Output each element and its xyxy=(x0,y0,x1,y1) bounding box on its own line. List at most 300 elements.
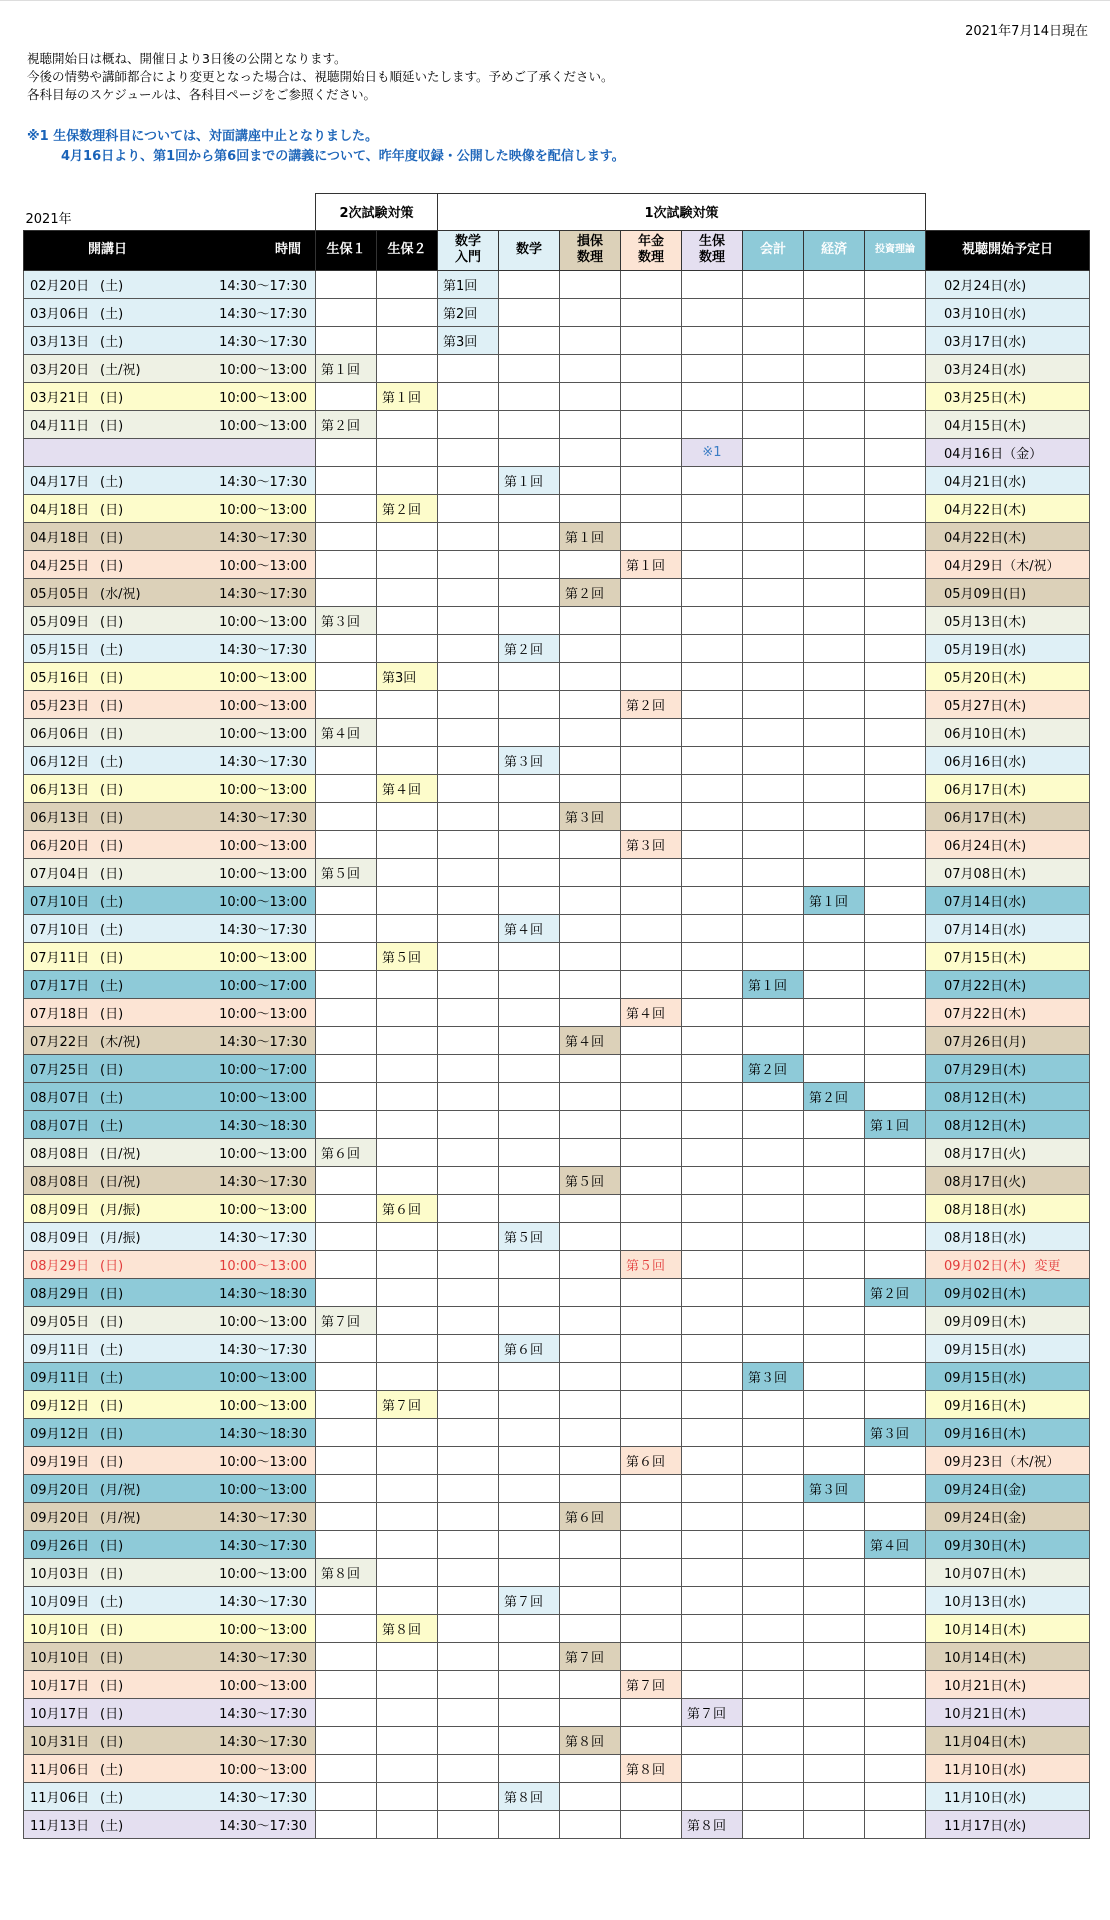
empty-cell xyxy=(377,1362,438,1390)
session-cell: 第２回 xyxy=(377,494,438,522)
empty-cell xyxy=(621,438,682,466)
empty-cell xyxy=(560,634,621,662)
empty-cell xyxy=(865,606,926,634)
lecture-weekday: (日) xyxy=(100,418,124,434)
lecture-time: 14:30〜17:30 xyxy=(219,530,307,546)
view-start-value: 11月10日(水) xyxy=(944,1790,1027,1806)
empty-cell xyxy=(743,1474,804,1502)
empty-cell xyxy=(499,1642,560,1670)
empty-cell xyxy=(682,858,743,886)
empty-cell xyxy=(560,1698,621,1726)
empty-cell xyxy=(621,1614,682,1642)
table-row xyxy=(24,942,1090,970)
lecture-date-time xyxy=(24,1530,316,1558)
view-start-value: 08月12日(木) xyxy=(944,1090,1027,1106)
view-start-date xyxy=(926,382,1090,410)
view-start-date xyxy=(926,1502,1090,1530)
empty-cell xyxy=(560,1194,621,1222)
empty-cell xyxy=(377,970,438,998)
empty-cell xyxy=(682,1726,743,1754)
session-cell: 第７回 xyxy=(377,1390,438,1418)
view-start-date xyxy=(926,1726,1090,1754)
empty-cell xyxy=(804,1642,865,1670)
lecture-date: 08月08日 xyxy=(30,1146,90,1162)
lecture-date: 05月09日 xyxy=(30,614,90,630)
lecture-date-time xyxy=(24,1558,316,1586)
lecture-time: 14:30〜17:30 xyxy=(219,1174,307,1190)
empty-cell xyxy=(743,410,804,438)
empty-cell xyxy=(499,522,560,550)
empty-cell xyxy=(499,1614,560,1642)
empty-cell xyxy=(438,1586,499,1614)
view-start-value: 06月17日(木) xyxy=(944,810,1027,826)
lecture-date: 06月12日 xyxy=(30,754,90,770)
empty-cell xyxy=(621,914,682,942)
view-start-date xyxy=(926,1558,1090,1586)
lecture-weekday: (月/振) xyxy=(100,1202,141,1218)
table-row xyxy=(24,1726,1090,1754)
empty-cell xyxy=(377,1250,438,1278)
empty-cell xyxy=(743,1026,804,1054)
empty-cell xyxy=(804,662,865,690)
lecture-time: 10:00〜13:00 xyxy=(219,418,307,434)
note-line: 今後の情勢や講師都合により変更となった場合は、視聴開始日も順延いたします。予めご了承ください。 xyxy=(27,69,614,84)
lecture-time: 10:00〜13:00 xyxy=(219,698,307,714)
table-row xyxy=(24,326,1090,354)
view-start-date xyxy=(926,662,1090,690)
view-start-value: 11月10日(水) xyxy=(944,1762,1027,1778)
empty-cell xyxy=(438,1698,499,1726)
lecture-time: 10:00〜13:00 xyxy=(219,1762,307,1778)
view-start-value: 06月17日(木) xyxy=(944,782,1027,798)
empty-cell xyxy=(621,1642,682,1670)
header-view-start: 視聴開始予定日 xyxy=(926,230,1090,270)
empty-cell xyxy=(743,1782,804,1810)
empty-cell xyxy=(804,1726,865,1754)
lecture-date-time xyxy=(24,1026,316,1054)
empty-cell xyxy=(377,606,438,634)
group-first-exam: 1次試験対策 xyxy=(438,194,926,231)
empty-cell xyxy=(621,522,682,550)
table-row xyxy=(24,634,1090,662)
lecture-date-time xyxy=(24,830,316,858)
empty-cell xyxy=(682,522,743,550)
empty-cell xyxy=(438,1418,499,1446)
empty-cell xyxy=(865,410,926,438)
lecture-date: 07月18日 xyxy=(30,1006,90,1022)
lecture-date: 10月17日 xyxy=(30,1706,90,1722)
lecture-date-time xyxy=(24,1222,316,1250)
session-cell: 第３回 xyxy=(621,830,682,858)
session-cell: 第７回 xyxy=(621,1670,682,1698)
empty-cell xyxy=(377,1586,438,1614)
view-start-value: 09月15日(水) xyxy=(944,1342,1027,1358)
lecture-time: 10:00〜13:00 xyxy=(219,894,307,910)
empty-cell xyxy=(621,382,682,410)
empty-cell xyxy=(682,998,743,1026)
table-row xyxy=(24,1278,1090,1306)
empty-cell xyxy=(804,858,865,886)
view-start-date xyxy=(926,1474,1090,1502)
view-start-date xyxy=(926,1222,1090,1250)
empty-cell xyxy=(499,410,560,438)
lecture-time: 10:00〜13:00 xyxy=(219,1090,307,1106)
empty-cell xyxy=(316,1754,377,1782)
empty-cell xyxy=(316,494,377,522)
empty-cell xyxy=(316,1530,377,1558)
session-cell: 第６回 xyxy=(377,1194,438,1222)
session-cell: 第８回 xyxy=(682,1810,743,1838)
view-start-value: 09月30日(木) xyxy=(944,1538,1027,1554)
empty-cell xyxy=(682,942,743,970)
empty-cell xyxy=(499,1166,560,1194)
lecture-date: 08月29日 xyxy=(30,1286,90,1302)
view-start-date xyxy=(926,298,1090,326)
lecture-date: 03月13日 xyxy=(30,334,90,350)
lecture-date: 10月10日 xyxy=(30,1622,90,1638)
empty-cell xyxy=(804,1782,865,1810)
view-start-date xyxy=(926,1586,1090,1614)
table-row xyxy=(24,746,1090,774)
empty-cell xyxy=(804,466,865,494)
view-start-date xyxy=(926,1306,1090,1334)
empty-cell xyxy=(743,718,804,746)
empty-cell xyxy=(743,942,804,970)
view-start-date xyxy=(926,914,1090,942)
session-cell: 第２回 xyxy=(316,410,377,438)
empty-cell xyxy=(438,662,499,690)
notes xyxy=(27,50,614,104)
empty-cell xyxy=(865,1502,926,1530)
empty-cell xyxy=(499,998,560,1026)
empty-cell xyxy=(499,690,560,718)
empty-cell xyxy=(865,662,926,690)
empty-cell xyxy=(865,1474,926,1502)
announcement xyxy=(27,127,625,167)
table-row xyxy=(24,970,1090,998)
lecture-date: 05月05日 xyxy=(30,586,90,602)
lecture-weekday: (日/祝) xyxy=(100,1174,141,1190)
view-start-date xyxy=(926,354,1090,382)
empty-cell xyxy=(377,1782,438,1810)
view-start-date xyxy=(926,550,1090,578)
view-start-date xyxy=(926,858,1090,886)
empty-cell xyxy=(438,438,499,466)
empty-cell xyxy=(804,578,865,606)
lecture-weekday: (日) xyxy=(100,1258,124,1274)
view-start-date xyxy=(926,522,1090,550)
empty-cell xyxy=(682,1054,743,1082)
empty-cell xyxy=(560,1446,621,1474)
empty-cell xyxy=(438,1446,499,1474)
empty-cell xyxy=(560,606,621,634)
empty-cell xyxy=(804,1586,865,1614)
empty-cell xyxy=(682,410,743,438)
empty-cell xyxy=(865,1166,926,1194)
empty-cell xyxy=(377,578,438,606)
lecture-date-time xyxy=(24,746,316,774)
empty-cell xyxy=(621,326,682,354)
change-note: 変更 xyxy=(1034,1258,1061,1274)
session-cell: 第１回 xyxy=(804,886,865,914)
empty-cell xyxy=(438,774,499,802)
lecture-time: 14:30〜17:30 xyxy=(219,1510,307,1526)
empty-cell xyxy=(865,1810,926,1838)
empty-cell xyxy=(377,1446,438,1474)
empty-cell xyxy=(865,354,926,382)
empty-cell xyxy=(499,1698,560,1726)
empty-cell xyxy=(438,466,499,494)
lecture-weekday: (水/祝) xyxy=(100,586,141,602)
empty-cell xyxy=(316,1782,377,1810)
empty-cell xyxy=(560,830,621,858)
empty-cell xyxy=(682,606,743,634)
empty-cell xyxy=(682,1110,743,1138)
view-start-date xyxy=(926,998,1090,1026)
empty-cell xyxy=(560,1054,621,1082)
view-start-date xyxy=(926,1698,1090,1726)
empty-cell xyxy=(560,354,621,382)
empty-cell xyxy=(377,1670,438,1698)
empty-cell xyxy=(621,858,682,886)
session-cell: 第3回 xyxy=(377,662,438,690)
lecture-weekday: (月/祝) xyxy=(100,1482,141,1498)
lecture-time: 10:00〜13:00 xyxy=(219,1314,307,1330)
lecture-time: 14:30〜17:30 xyxy=(219,1230,307,1246)
empty-cell xyxy=(438,1194,499,1222)
session-cell: 第７回 xyxy=(499,1586,560,1614)
lecture-time: 10:00〜13:00 xyxy=(219,1482,307,1498)
empty-cell xyxy=(377,1810,438,1838)
empty-cell xyxy=(743,1810,804,1838)
view-start-value: 04月21日(水) xyxy=(944,474,1027,490)
empty-cell xyxy=(438,998,499,1026)
view-start-value: 05月27日(木) xyxy=(944,698,1027,714)
empty-cell xyxy=(560,270,621,298)
empty-cell xyxy=(316,1446,377,1474)
empty-cell xyxy=(804,550,865,578)
table-row xyxy=(24,410,1090,438)
empty-cell xyxy=(682,718,743,746)
lecture-date: 04月17日 xyxy=(30,474,90,490)
lecture-date: 09月26日 xyxy=(30,1538,90,1554)
empty-cell xyxy=(499,802,560,830)
header-subject-line2: 数理 xyxy=(637,250,664,265)
empty-cell xyxy=(743,1166,804,1194)
empty-cell xyxy=(560,1670,621,1698)
empty-cell xyxy=(682,1306,743,1334)
empty-cell xyxy=(865,1334,926,1362)
empty-cell xyxy=(865,382,926,410)
table-row xyxy=(24,1446,1090,1474)
view-start-value: 09月24日(金) xyxy=(944,1482,1027,1498)
empty-cell xyxy=(865,1362,926,1390)
table-row xyxy=(24,662,1090,690)
lecture-date-time xyxy=(24,1110,316,1138)
view-start-value: 10月14日(木) xyxy=(944,1650,1027,1666)
header-subject-line2: 数理 xyxy=(698,250,725,265)
lecture-weekday: (土) xyxy=(100,278,124,294)
empty-cell xyxy=(377,1530,438,1558)
empty-cell xyxy=(438,1754,499,1782)
lecture-time: 10:00〜13:00 xyxy=(219,1370,307,1386)
empty-cell xyxy=(865,718,926,746)
lecture-date-time xyxy=(24,886,316,914)
empty-cell xyxy=(438,1250,499,1278)
table-row xyxy=(24,830,1090,858)
empty-cell xyxy=(682,1754,743,1782)
empty-cell xyxy=(804,634,865,662)
lecture-date: 03月20日 xyxy=(30,362,90,378)
lecture-weekday: (土) xyxy=(100,1594,124,1610)
empty-cell xyxy=(865,1082,926,1110)
empty-cell xyxy=(682,270,743,298)
empty-cell xyxy=(499,830,560,858)
view-start-date xyxy=(926,1026,1090,1054)
empty-cell xyxy=(621,1474,682,1502)
empty-cell xyxy=(499,578,560,606)
empty-cell xyxy=(560,1334,621,1362)
empty-cell xyxy=(499,774,560,802)
lecture-date: 07月17日 xyxy=(30,978,90,994)
session-cell: 第８回 xyxy=(499,1782,560,1810)
lecture-date-time xyxy=(24,1698,316,1726)
empty-cell xyxy=(743,326,804,354)
empty-cell xyxy=(621,1334,682,1362)
empty-cell xyxy=(377,746,438,774)
empty-cell xyxy=(865,1390,926,1418)
table-row xyxy=(24,1082,1090,1110)
empty-cell xyxy=(438,578,499,606)
empty-cell xyxy=(682,326,743,354)
view-start-date xyxy=(926,746,1090,774)
empty-cell xyxy=(560,494,621,522)
empty-cell xyxy=(560,1306,621,1334)
empty-cell xyxy=(499,942,560,970)
empty-cell xyxy=(560,382,621,410)
empty-cell xyxy=(621,1362,682,1390)
lecture-weekday: (木/祝) xyxy=(100,1034,141,1050)
lecture-weekday: (日) xyxy=(100,1678,124,1694)
empty-cell xyxy=(743,802,804,830)
empty-cell xyxy=(621,410,682,438)
empty-cell xyxy=(560,1250,621,1278)
empty-cell xyxy=(438,914,499,942)
empty-cell xyxy=(682,830,743,858)
empty-cell xyxy=(865,774,926,802)
view-start-date xyxy=(926,1810,1090,1838)
empty-cell xyxy=(316,1082,377,1110)
empty-cell xyxy=(621,746,682,774)
empty-cell xyxy=(804,270,865,298)
empty-cell xyxy=(560,1530,621,1558)
empty-cell xyxy=(377,802,438,830)
lecture-date-time xyxy=(24,270,316,298)
empty-cell xyxy=(804,1138,865,1166)
empty-cell xyxy=(865,1586,926,1614)
empty-cell xyxy=(560,1278,621,1306)
table-row xyxy=(24,1642,1090,1670)
header-subject-1 xyxy=(377,230,438,270)
lecture-date: 04月25日 xyxy=(30,558,90,574)
lecture-time: 14:30〜17:30 xyxy=(219,306,307,322)
empty-cell xyxy=(804,1306,865,1334)
lecture-date: 09月05日 xyxy=(30,1314,90,1330)
empty-cell xyxy=(682,1670,743,1698)
view-start-date xyxy=(926,438,1090,466)
empty-cell xyxy=(377,1726,438,1754)
view-start-value: 08月18日(水) xyxy=(944,1202,1027,1218)
lecture-date-time xyxy=(24,690,316,718)
lecture-time: 14:30〜17:30 xyxy=(219,810,307,826)
view-start-value: 04月16日（金） xyxy=(944,446,1043,462)
view-start-date xyxy=(926,1754,1090,1782)
empty-cell xyxy=(438,1362,499,1390)
empty-cell xyxy=(377,1026,438,1054)
header-subject-line1: 生保２ xyxy=(387,242,427,257)
empty-cell xyxy=(621,1558,682,1586)
empty-cell xyxy=(377,550,438,578)
lecture-weekday: (日) xyxy=(100,1566,124,1582)
view-start-date xyxy=(926,1054,1090,1082)
lecture-date-time xyxy=(24,998,316,1026)
empty-cell xyxy=(499,1250,560,1278)
lecture-date: 08月07日 xyxy=(30,1118,90,1134)
group-header-row xyxy=(24,194,1090,231)
empty-cell xyxy=(560,942,621,970)
empty-cell xyxy=(682,970,743,998)
lecture-weekday: (土) xyxy=(100,334,124,350)
empty-cell xyxy=(316,550,377,578)
lecture-date-time xyxy=(24,1194,316,1222)
lecture-date: 09月11日 xyxy=(30,1342,90,1358)
lecture-date: 11月13日 xyxy=(30,1818,90,1834)
lecture-time: 14:30〜17:30 xyxy=(219,1650,307,1666)
lecture-date-time xyxy=(24,1418,316,1446)
empty-cell xyxy=(316,438,377,466)
empty-cell xyxy=(743,1726,804,1754)
empty-cell xyxy=(743,1138,804,1166)
empty-cell xyxy=(865,634,926,662)
lecture-date-time xyxy=(24,1362,316,1390)
header-subject-line1: 会計 xyxy=(759,242,786,257)
lecture-date: 07月10日 xyxy=(30,894,90,910)
session-cell: 第２回 xyxy=(743,1054,804,1082)
empty-cell xyxy=(804,1026,865,1054)
empty-cell xyxy=(621,1418,682,1446)
empty-cell xyxy=(743,270,804,298)
empty-cell xyxy=(682,1530,743,1558)
view-start-value: 11月04日(木) xyxy=(944,1734,1027,1750)
empty-cell xyxy=(743,606,804,634)
lecture-time: 10:00〜13:00 xyxy=(219,726,307,742)
empty-cell xyxy=(682,1334,743,1362)
lecture-weekday: (日) xyxy=(100,698,124,714)
empty-cell xyxy=(316,270,377,298)
empty-cell xyxy=(865,886,926,914)
lecture-date: 04月11日 xyxy=(30,418,90,434)
lecture-date: 10月03日 xyxy=(30,1566,90,1582)
empty-cell xyxy=(621,1054,682,1082)
view-start-date xyxy=(926,1642,1090,1670)
lecture-date: 07月10日 xyxy=(30,922,90,938)
view-start-date xyxy=(926,578,1090,606)
empty-cell xyxy=(743,634,804,662)
empty-cell xyxy=(804,1194,865,1222)
empty-cell xyxy=(316,326,377,354)
view-start-value: 09月02日(木) xyxy=(944,1258,1027,1274)
empty-cell xyxy=(682,1474,743,1502)
